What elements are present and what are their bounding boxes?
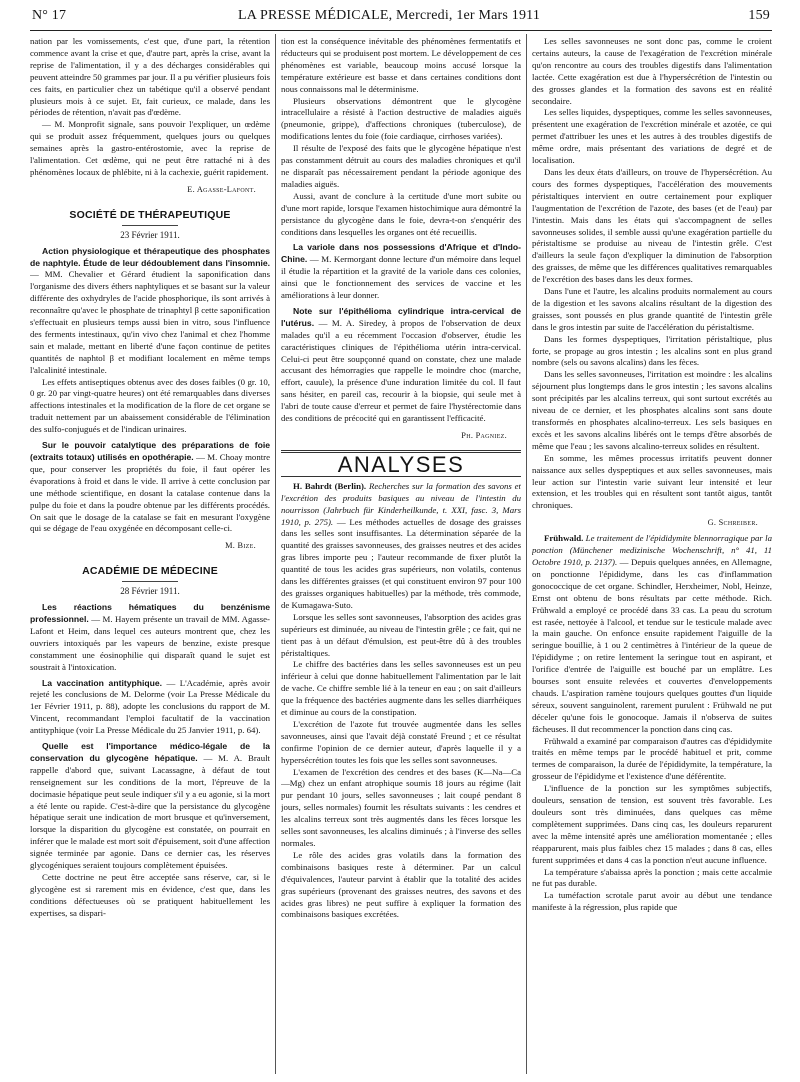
analysis-body: — Les méthodes actuelles de dosage des graisses dans les selles sont insuffisantes. La détermination séparée de la quantité des graisses savonneuses, des graisses neutres et des acides gras libres importe peu ; l'auteur recommande de fixer plutôt la quantité de tous les acides gras supérieurs, non volatils, contenus dans les différentes graisses (et qui constituent environ 97 pour 100 des graisses organiques habituelles) par la méthode, très commode, de Kumagawa-Suto.: [281, 516, 521, 610]
paragraph: tion est la conséquence inévitable des phénomènes fermentatifs et réducteurs qui se produisent post mortem. Le développement de ces phénomènes est variable, beaucoup moins accusé lorsque la température extérieure est basse et dans certaines conditions dont nous connaissons mal le déterminisme.: [281, 36, 521, 94]
title-rule: [122, 581, 178, 582]
analysis-title: Recherches sur la formation des savons et l'excrétion des produits basiques au niveau de l'intestin du nourrisson (Jahrbuch für Kinderheilkunde, t. XXI, fasc. 3, Mars 1910, p. 275).: [281, 480, 521, 527]
author-signature: G. Schreiber.: [707, 518, 758, 528]
section-date: 28 Février 1911.: [120, 586, 180, 597]
section-title: SOCIÉTÉ DE THÉRAPEUTIQUE: [69, 208, 231, 221]
article-body: — MM. Chevalier et Gérard étudient la saponification dans l'organisme des divers éthers naphtyliques et se basant sur la valeur différente des oxhydryles de l'acide phosphorique, ils sont arrivés à reconnaître qu'avec le phosphate de trinaphtyl β cette saponification s'effectuait en plusieurs temps aussi bien in vitro, sous l'influence des ferments intestinaux, qu'in vivo chez l'animal et chez l'homme sain et malade, mettant en liberté d'une façon continue de petites quantités de naphtol β et modifiant localement en même temps l'alcalinité intestinale.: [30, 269, 270, 375]
analysis-author: Frühwald.: [544, 533, 584, 544]
article: [30, 246, 270, 377]
page-number: 159: [748, 8, 770, 23]
analysis-body: — Depuis quelques années, en Allemagne, on ponctionne l'épididyme, dans les cas d'inflammation gonococcique de cet organe. Schindler, Herxheimer, Nobl, Heinze, Ernst ont obtenu de bons résultats par cette méthode. Rich. Frühwald a employé ce procédé dans 33 cas. La peau du scrotum est rasée, nettoyée à l'alcool, et tendue sur le testicule malade avec la main gauche. On enfonce ensuite rapidement l'aiguille de la seringue bouillie, à 1 ou 2 centimètres à l'intérieur de la queue de l'épididyme ; on retire lentement la seringue tout en aspirant, et l'orifice d'entrée de l'aiguille est bouché par un emplâtre. Les bourses sont ensuite relevées et couvertes d'enveloppements chauds. L'aspiration ramène toujours quelques gouttes d'un liquide séreux, souvent sanguinolent, rarement purulent : Frühwald ne put déceler qu'une fois le gonocoque. Jamais il n'observa de suites fâcheuses. Il dut recommencer la ponction dans cinq cas.: [532, 556, 772, 734]
paragraph: Aussi, avant de conclure à la certitude d'une mort subite ou d'une mort rapide, lorsque l'examen histochimique aura démontré la persistance du glycogène dans le foie, devra-t-on s'enquérir des conditions dans lesquelles les organes ont été recueillis.: [281, 190, 521, 237]
paragraph: Frühwald a examiné par comparaison d'autres cas d'épididymite traités en même temps par le procédé habituel et prit, comme termes de comparaison, la durée de l'épididymite, la température, la grosseur de l'épididyme et l'existence d'une déférentite.: [532, 735, 772, 782]
paragraph: L'examen de l'excrétion des cendres et des bases (K—Na—Ca—Mg) chez un enfant atrophique soumis 18 jours au régime (lait pur pendant 10 jours, selles savonneuses ; lait coupé pendant 8 jours, selles normales) fournit les résultats suivants : les cendres et les alcalins terreux sont très augmentés dans les fèces lorsque les selles sont savonneuses, les alcalins diminués ; à l'inverse des selles normales.: [281, 766, 521, 848]
article-heading: Action physiologique et thérapeutique des phosphates de naphtyle. Étude de leur dédoublement dans l'insomnie.: [30, 245, 270, 268]
paragraph: L'influence de la ponction sur les symptômes subjectifs, douleurs, sensation de tension, est souvent très favorable. Les douleurs sont très diminuées, dans quelques cas même complètement supprimées. Dans cinq cas, les douleurs reparurent avec la même intensité après une amélioration momentanée ; elles réapparurent, mais plus faibles chez 15 malades ; dans 8 cas, elles furent supprimées et dans 4 cas la ponction n'eut aucune influence.: [532, 783, 772, 865]
article-body: — M. A. Brault rappelle d'abord que, suivant Lacassagne, à défaut de tout renseignement sur les conditions de la mort, l'épreuve de la docimasie hépatique peut seule indiquer s'il y a eu agonie, si la mort a été lente ou rapide. C'est-à-dire que la persistance du glycogène hépatique serait une indication de mort brusque et qu'inversement, lorsque la disparition du glycogène est constatée, on pourrait en inférer que le malade est mort soit d'épuisement, soit d'une affection signée terminée par agonie. Dans ce dernier cas, les réserves glycogéniques seraient toujours complètement épuisées.: [30, 752, 270, 871]
article: [30, 440, 270, 535]
article: [30, 678, 270, 738]
section-title: ACADÉMIE DE MÉDECINE: [82, 565, 218, 578]
article-body: — M. Choay montre que, pour conserver les propriétés du foie, il faut opérer les évaporations à froid et dans le vide. Il arrive à cette conclusion par une méthode scientifique, en dosant la catalase contenue dans la pulpe du foie et dans la poudre obtenue par les différents procédés. On sait que le dosage de la catalase se fait en mesurant l'oxygène qui se dégage de l'eau oxygénée en décomposant celle-ci.: [30, 452, 270, 534]
column-divider: [526, 34, 527, 1074]
column-divider: [275, 34, 276, 1074]
section-academie: [30, 566, 270, 919]
paragraph: Cette doctrine ne peut être acceptée sans réserve, car, si le glycogène est si rarement mis en évidence, c'est que, dans les conditions défectueuses où se pratiquent habituellement les expertises, sa dispari-: [30, 872, 270, 918]
paragraph: Dans les deux états d'ailleurs, on trouve de l'hypersécrétion. Au cours des formes dyspeptiques, l'accélération des mouvements péristaltiques intervient en outre certainement pour expliquer l'augmentation de l'excrétion de l'azote, des bases (et de l'eau) par l'intestin. Mais dans les états qui s'accompagnent de selles savonneuses solides, il semble aussi qu'une exagération partielle du péristaltisme se produise au niveau de l'intestin grêle. C'est d'ailleurs la seule façon d'expliquer la diminution de l'absorption des graisses, de même que les différences qualitatives remarquables de l'excrétion des bases dans les deux formes.: [532, 166, 772, 285]
paragraph: En somme, les mêmes processus irritatifs peuvent donner naissance aux selles dyspeptiques et aux selles savonneuses, mais leur action sur l'intestin varie suivant leur intensité et leur extension, et les troubles qui en résultent sont tantôt aigus, tantôt chroniques.: [532, 452, 772, 511]
column-middle: [281, 36, 521, 1076]
article-heading: Note sur l'épithélioma cylindrique intra-cervical de l'utérus.: [281, 305, 521, 328]
article-heading: Quelle est l'importance médico-légale de la conservation du glycogène hépatique.: [30, 741, 270, 763]
paragraph: — M. Monprofit signale, sans pouvoir l'expliquer, un œdème qui se produit assez fréquemment, quelques jours ou quelques semaines après la gastro-entérostomie, avec la reprise de l'alimentation. Cet œdème, qui ne peut être rattaché ni à des phénomènes locaux de phlébite, ni à la cachexie, guérit rapidement.: [30, 119, 270, 177]
analysis-entry: [532, 533, 772, 735]
paragraph: Il résulte de l'exposé des faits que le glycogène hépatique n'est pas constamment détruit au cours des maladies chroniques et qu'il ne disparaît pas nécessairement pendant la période agonique des maladies aiguës.: [281, 143, 521, 189]
article-heading: Sur le pouvoir catalytique des préparations de foie (extraits totaux) utilisés en opothérapie.: [30, 440, 270, 462]
header-rule: [30, 30, 772, 31]
analysis-author: H. Bahrdt (Berlin).: [293, 480, 367, 491]
article: [281, 242, 521, 302]
paragraph: L'excrétion de l'azote fut trouvée augmentée dans les selles savonneuses, ainsi que l'avait déjà constaté Freund ; et ce résultat confirme l'opinion de ce dernier auteur, d'après laquelle il y a hypersécrétion toutes les fois que les selles sont savonneuses.: [281, 718, 521, 765]
article-body: — M. Kermorgant donne lecture d'un mémoire dans lequel il étudie la répartition et la gravité de la variole dans ces colonies, ainsi que le fonctionnement des services de vaccine et les améliorations à leur donner.: [281, 254, 521, 301]
section-date: 23 Février 1911.: [120, 229, 180, 240]
article-body: — L'Académie, après avoir rejeté les conclusions de M. Delorme (voir La Presse Médicale du 1er Février 1911, p. 88), adopte les conclusions du rapport de M. Vincent, recommandant l'emploi facultatif de la vaccination antityphique (voir La Presse Médicale du 25 Janvier 1911, p. 64).: [30, 677, 270, 736]
paragraph: Dans l'une et l'autre, les alcalins produits normalement au cours de la digestion et les savons alcalins résultant de la digestion des graisses, sont poussés en plus grande quantité de l'intestin grêle dans le gros intestin par suite de l'accélération du péristaltisme.: [532, 286, 772, 332]
paragraph: Les selles liquides, dyspeptiques, comme les selles savonneuses, présentent une exagération de l'excrétion minérale et azotée, ce qui permet d'attribuer les unes et les autres à des troubles digestifs de même ordre, mais présentant des variations de degré et de localisation.: [532, 107, 772, 166]
paragraph: Lorsque les selles sont savonneuses, l'absorption des acides gras supérieurs est diminuée, au niveau de l'intestin grêle ; ce fait, qui ne tient pas à un défaut d'émulsion, est peut-être dû à des troubles péristaltiques.: [281, 611, 521, 658]
article: [30, 741, 270, 872]
page-header: [30, 6, 772, 28]
article: [30, 602, 270, 673]
paragraph: Le chiffre des bactéries dans les selles savonneuses est un peu inférieur à celui que donne habituellement l'alimentation par le lait de vache. Ce chiffre semble lié à la teneur en eau ; on sait d'ailleurs que la fréquence des bactéries augmente dans les selles diarrhéiques et diminue au cours de la constipation.: [281, 659, 521, 718]
article-body: — M. Hayem présente un travail de MM. Agasse-Lafont et Heim, dans lequel ces auteurs montrent que, chez les ouvriers intoxiqués par les vapeurs de benzine, existe presque constamment une éosinophilie qui disparaît quand le sujet est soustrait à l'intoxication.: [30, 613, 270, 672]
section-therapeutique: [30, 210, 270, 552]
author-signature: E. Agasse-Lafont.: [187, 184, 256, 194]
column-right: [532, 36, 772, 1076]
article: [281, 306, 521, 425]
article-heading: Les réactions hématiques du benzénisme professionnel.: [30, 602, 270, 624]
paragraph: Plusieurs observations démontrent que le glycogène intracellulaire a résisté à l'action destructive de maladies aiguës (pneumonie, grippe), d'affections chroniques (tuberculose), de modifications lentes du foie (foie cardiaque, cirrhoses variées).: [281, 95, 521, 142]
title-rule: [122, 225, 178, 226]
paragraph: Dans les selles savonneuses, l'irritation est moindre : les alcalins séjournent plus longtemps dans le gros intestin ; les savons alcalins sont précipités par les alcalins terreux, qui sont surtout excrétés au niveau de ce dernier, et les phosphates alcalins sont sans doute transformés en phosphates alcalino-terreux. Les sels basiques en excès et les savons alcalins libérés ont le temps d'être absorbés de même que l'eau ; les savons alcalino-terreux solides en résultent.: [532, 369, 772, 451]
paragraph: Le rôle des acides gras volatils dans la formation des combinaisons basiques reste à déterminer. Par un calcul d'équivalences, l'auteur parvint à établir que la totalité des acides gras supérieurs (provenant des graisses neutres, des savons et des acides gras libres) ne peut suffire à expliquer la formation des combinaisons basiques excrétées.: [281, 849, 521, 920]
article-body: — M. A. Siredey, à propos de l'observation de deux malades qu'il a eu récemment l'occasion d'observer, étudie les caractéristiques cliniques de l'épithélioma utérin intra-cervical. Celui-ci peut être soupçonné quand on constate, chez une malade accusant des hémorragies que rappelle le moindre choc (marche, effort, cauule), la présence d'une induration limitée du col. Il faut sans hésiter, en pareil cas, recourir à la biopsie, qui seule met à l'abri de toute cause d'erreur et permet de faire l'hystérectomie dans des conditions de précocité qui en garantissent l'efficacité.: [281, 317, 521, 424]
journal-title: LA PRESSE MÉDICALE, Mercredi, 1er Mars 1911: [238, 8, 541, 23]
paragraph: La température s'abaissa après la ponction ; mais cette accalmie ne fut pas durable.: [532, 866, 772, 889]
author-signature: Ph. Pagniez.: [461, 431, 507, 440]
issue-number: N° 17: [32, 8, 67, 23]
column-left: [30, 36, 270, 1076]
article-heading: La variole dans nos possessions d'Afrique et d'Indo-Chine.: [281, 242, 521, 265]
paragraph: La tuméfaction scrotale parut avoir au début une tendance manifeste à la régression, plus rapide que: [532, 890, 772, 913]
analysis-title: Le traitement de l'épididymite blennorragique par la ponction (Münchener medizinische Wochenschrift, n° 41, 11 Octobre 1910, p. 2137).: [532, 533, 772, 567]
author-signature: M. Bize.: [225, 541, 256, 551]
analysis-entry: [281, 481, 521, 612]
analyses-title: ANALYSES: [337, 451, 465, 477]
paragraph: nation par les vomissements, c'est que, d'une part, la rétention commence avant la crise et que, d'autre part, après la crise, avant la reprise de l'alimentation, il y a des décharges considérables qui peuvent atteindre 50 grammes par jour. Il a pu vérifier plusieurs fois ces faits, en particulier chez un tabétique qu'il a observé pendant plusieurs mois à ce sujet. Et, fait curieux, ce malade, dans les périodes de rétention, n'avait pas d'œdème.: [30, 36, 270, 118]
paragraph: Les selles savonneuses ne sont donc pas, comme le croient certains auteurs, la cause de l'exagération de l'excrétion minérale qu'on rencontre au cours des troubles digestifs dans l'alimentation lactée. Cette exagération est due à l'hypersécrétion de l'intestin ou des grosses glandes et la formation des savons est en réalité secondaire.: [532, 36, 772, 106]
paragraph: Dans les formes dyspeptiques, l'irritation péristaltique, plus forte, se propage au gros intestin ; les alcalins sont en plus grand nombre (sels ou savons alcalins) dans les fèces.: [532, 333, 772, 368]
article-heading: La vaccination antityphique.: [42, 677, 163, 688]
paragraph: Les effets antiseptiques obtenus avec des doses faibles (0 gr. 10, 0 gr. 20 par vingt-quatre heures) ont été remarquables dans diverses affections intestinales et la modification de la flore de cet organe se traduit nettement par un abaissement considérable de l'élimination des sulfo-conjugués et de l'indican urinaires.: [30, 376, 270, 435]
